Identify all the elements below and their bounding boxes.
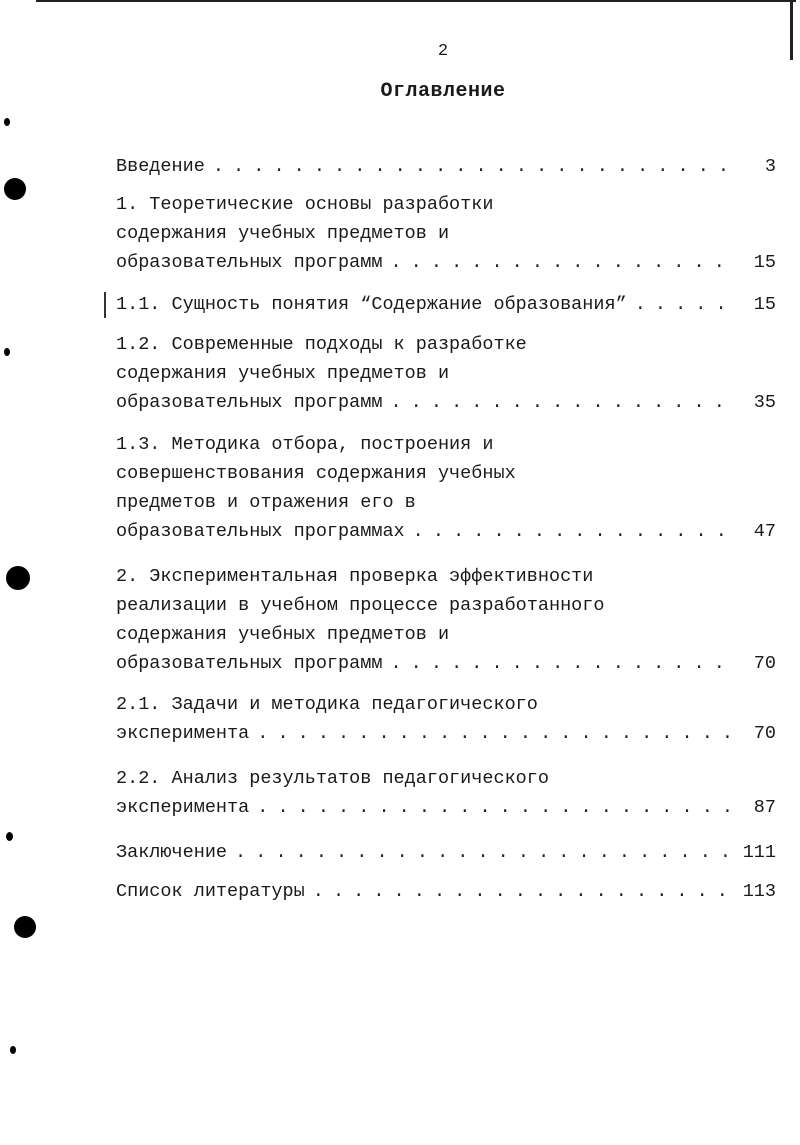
toc-entry-text: 2. Экспериментальная проверка эффективности: [116, 566, 594, 587]
toc-entry-text: Список литературы: [116, 881, 305, 902]
toc-entry-text: образовательных программ: [116, 252, 383, 273]
toc-page-number: 87: [753, 797, 776, 818]
scan-mark: [6, 566, 30, 590]
toc-line: [116, 248, 776, 277]
toc-page-number: 70: [753, 653, 776, 674]
toc-line: [116, 190, 776, 219]
toc-line: [116, 690, 776, 719]
dot-leader: [257, 793, 730, 822]
toc-page-number: 15: [753, 252, 776, 273]
scan-mark: [4, 178, 26, 200]
toc-line: [116, 562, 776, 591]
toc-entry-text: Введение: [116, 156, 205, 177]
toc-line: [116, 459, 776, 488]
scan-edge: [36, 0, 796, 2]
toc-entry-text: 2.2. Анализ результатов педагогического: [116, 768, 549, 789]
toc-entry-text: эксперимента: [116, 797, 250, 818]
toc-page-number: 35: [753, 392, 776, 413]
toc-line: [116, 219, 776, 248]
scan-mark: [14, 916, 36, 938]
toc-page-number: 111: [742, 842, 776, 863]
toc-line: [116, 359, 776, 388]
toc-line: [116, 488, 776, 517]
scan-mark: [4, 118, 10, 126]
page-number: 2: [437, 42, 449, 61]
toc-line: [116, 620, 776, 649]
toc-entry: [116, 290, 776, 319]
toc-entry-text: 2.1. Задачи и методика педагогического: [116, 694, 538, 715]
toc-line: [116, 430, 776, 459]
dot-leader: [390, 388, 730, 417]
toc-entry: [116, 430, 776, 546]
scan-mark: [6, 832, 13, 841]
toc-entry-text: 1.3. Методика отбора, построения и: [116, 434, 494, 455]
toc-entry-text: образовательных программах: [116, 521, 405, 542]
toc-line: [116, 838, 776, 867]
toc-entry-text: эксперимента: [116, 723, 250, 744]
toc-entry: [116, 764, 776, 822]
dot-leader: [213, 152, 730, 181]
toc-entry-text: содержания учебных предметов и: [116, 624, 450, 645]
toc-line: [116, 152, 776, 181]
toc-entry: [116, 562, 776, 678]
toc-entry: [116, 877, 776, 906]
toc-entry: [116, 690, 776, 748]
dot-leader: [390, 248, 730, 277]
toc-entry-text: совершенствования содержания учебных: [116, 463, 516, 484]
margin-bracket: [104, 292, 106, 318]
toc-page-number: 113: [742, 881, 776, 902]
dot-leader: [257, 719, 730, 748]
toc-line: [116, 793, 776, 822]
dot-leader: [235, 838, 730, 867]
toc-line: [116, 330, 776, 359]
scan-mark: [4, 348, 10, 356]
toc-entry: [116, 330, 776, 417]
dot-leader: [390, 649, 730, 678]
toc-line: [116, 388, 776, 417]
toc-entry: [116, 190, 776, 277]
toc-page-number: 70: [753, 723, 776, 744]
toc-entry-text: содержания учебных предметов и: [116, 223, 450, 244]
toc-entry-text: образовательных программ: [116, 392, 383, 413]
toc-line: [116, 517, 776, 546]
toc-entry-text: 1. Теоретические основы разработки: [116, 194, 494, 215]
toc-line: [116, 290, 776, 319]
toc-line: [116, 764, 776, 793]
dot-leader: [635, 290, 730, 319]
toc-entry-text: реализации в учебном процессе разработанного: [116, 595, 605, 616]
scan-edge: [790, 0, 793, 60]
toc-page-number: 47: [753, 521, 776, 542]
toc-entry-text: Заключение: [116, 842, 228, 863]
toc-entry-text: 1.2. Современные подходы к разработке: [116, 334, 527, 355]
page-title: Оглавление: [380, 80, 506, 103]
toc-entry: [116, 838, 776, 867]
toc-entry-text: предметов и отражения его в: [116, 492, 416, 513]
scan-mark: [10, 1046, 16, 1054]
toc-line: [116, 591, 776, 620]
dot-leader: [313, 877, 730, 906]
toc-line: [116, 719, 776, 748]
toc-entry-text: содержания учебных предметов и: [116, 363, 450, 384]
toc-entry-text: образовательных программ: [116, 653, 383, 674]
toc-entry-text: 1.1. Сущность понятия “Содержание образования”: [116, 294, 627, 315]
toc-line: [116, 877, 776, 906]
dot-leader: [413, 517, 730, 546]
toc-page-number: 3: [764, 156, 776, 177]
toc-entry: [116, 152, 776, 181]
toc-page-number: 15: [753, 294, 776, 315]
toc-line: [116, 649, 776, 678]
